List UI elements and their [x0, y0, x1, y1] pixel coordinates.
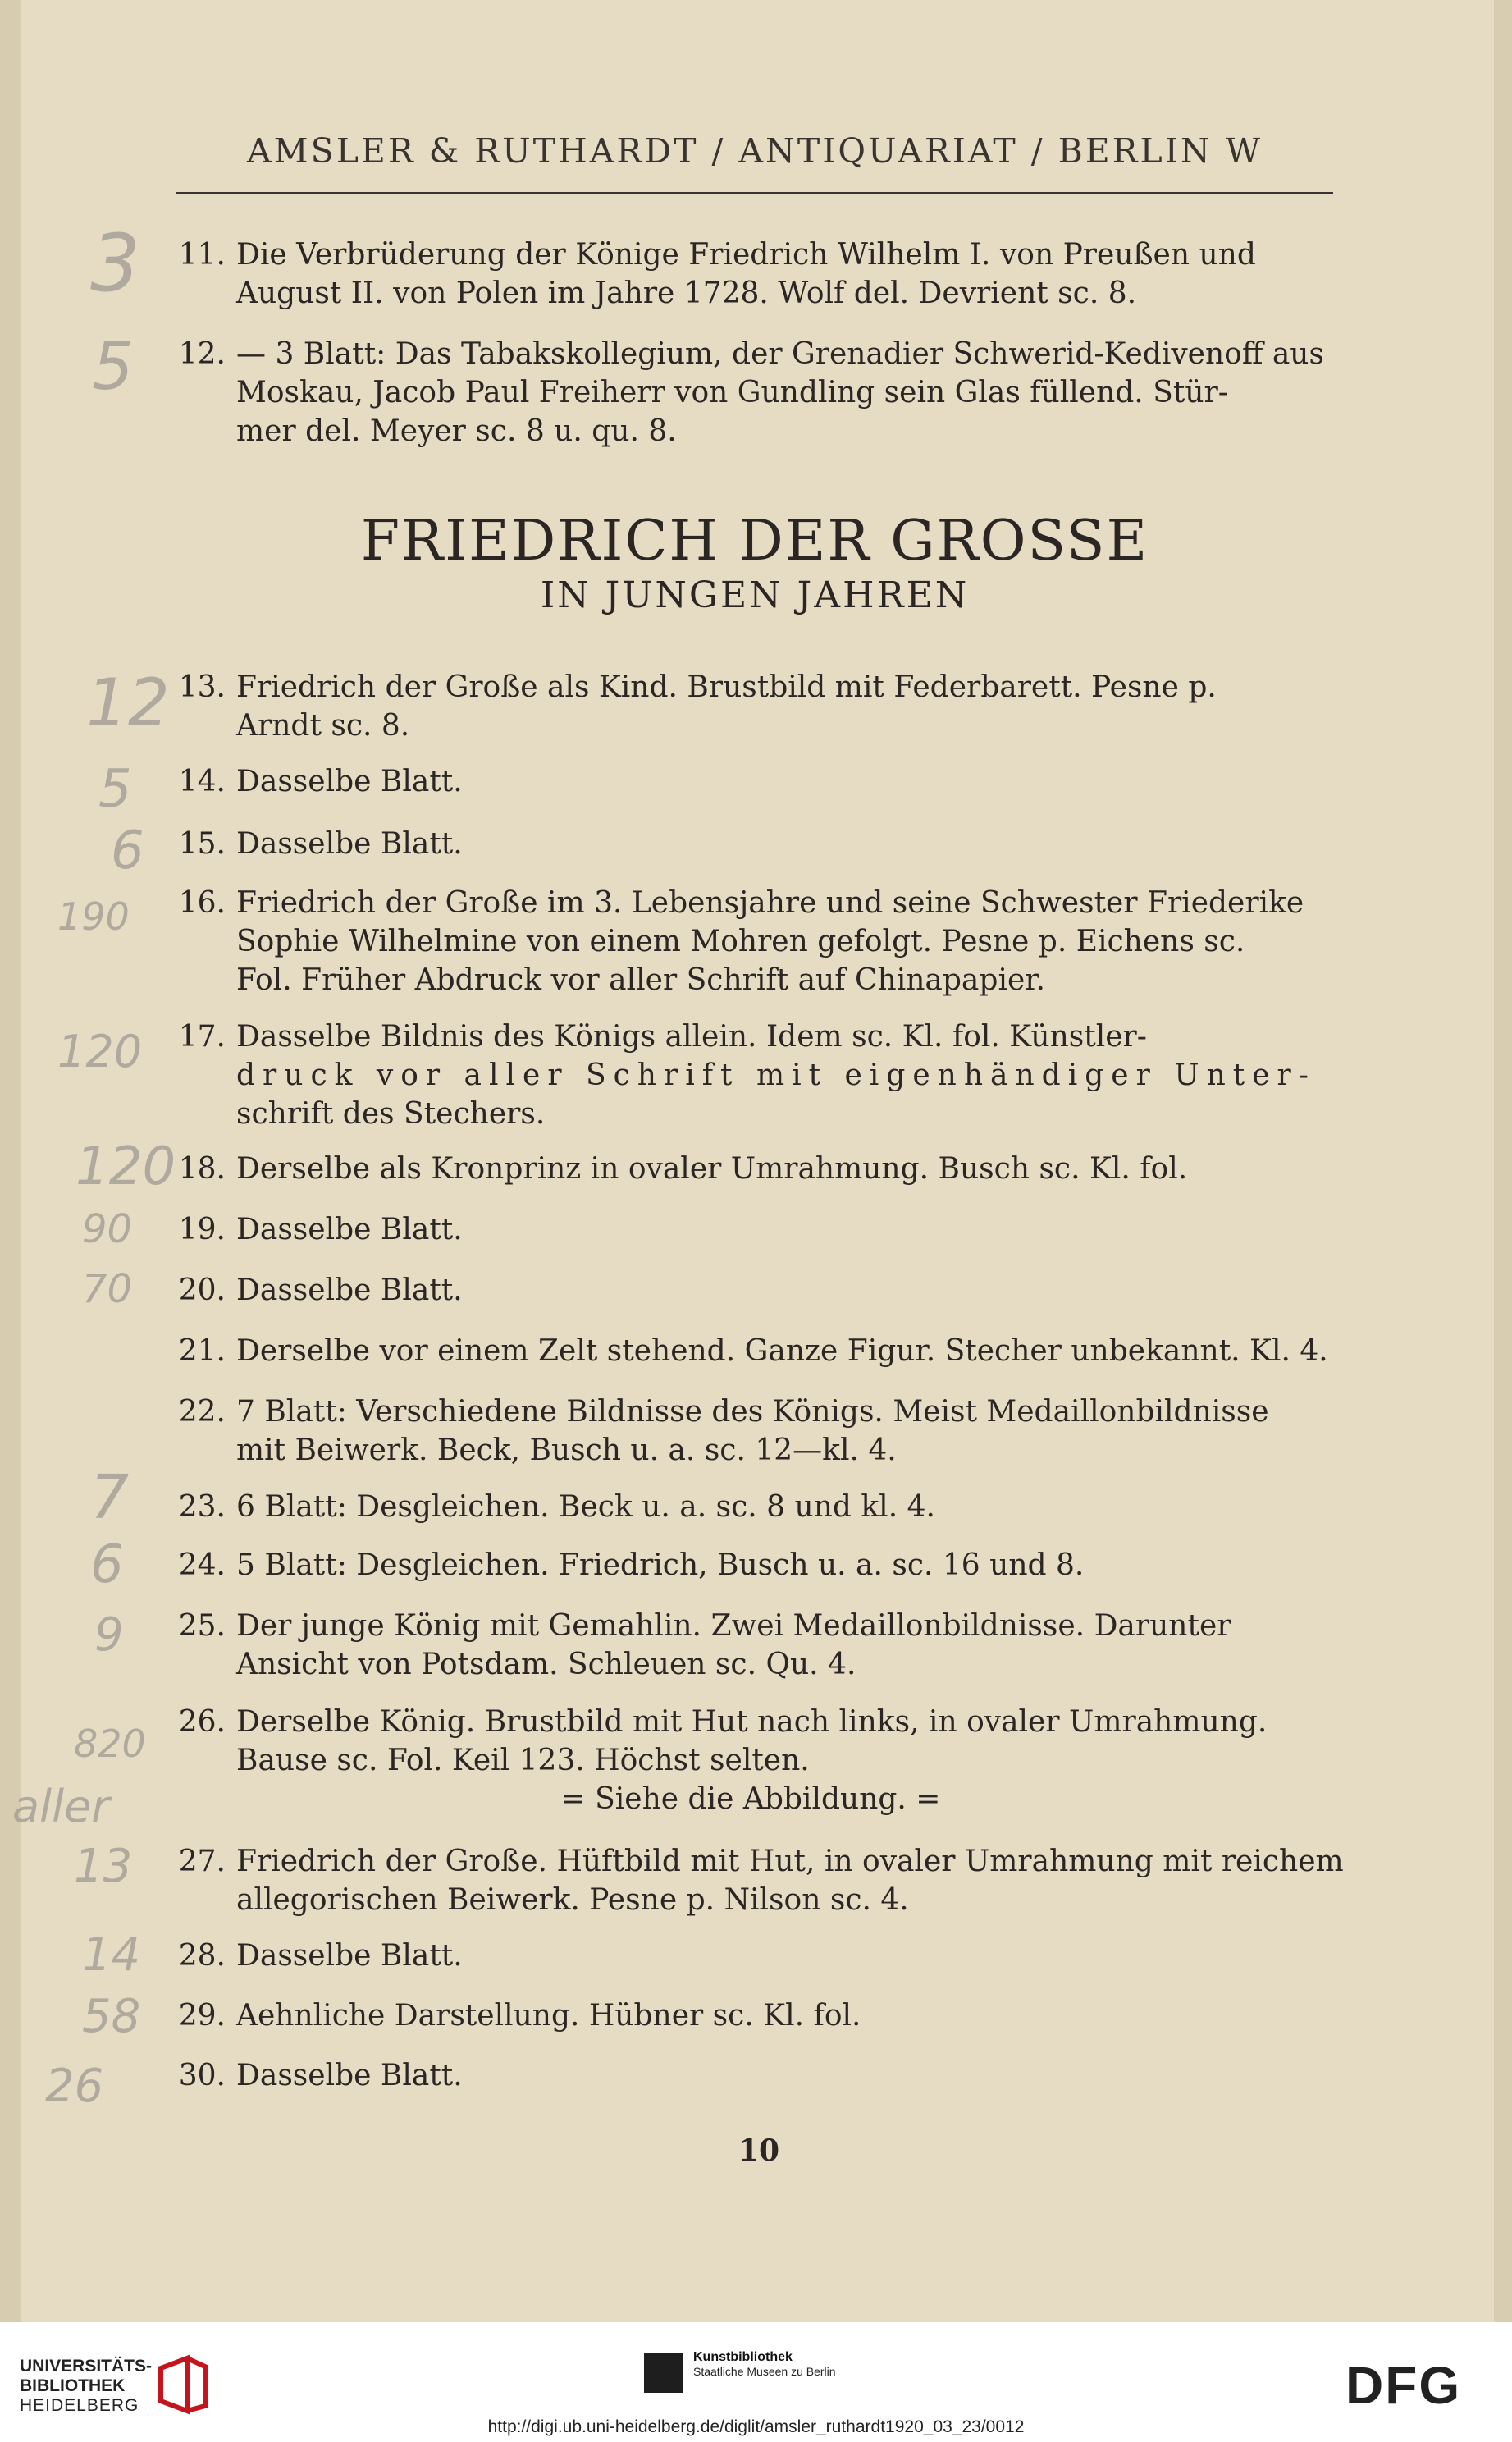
entry-text-line: Arndt sc. 8. [236, 709, 410, 743]
entry-text-line: Derselbe vor einem Zelt stehend. Ganze Figur. Stecher unbekannt. Kl. 4. [236, 1334, 1328, 1368]
kb-subtitle: Staatliche Museen zu Berlin [693, 2365, 836, 2378]
entry-number: 13. [178, 670, 226, 704]
margin-note: 90 [82, 1206, 133, 1252]
entry-number: 18. [178, 1152, 226, 1186]
margin-note: 9 [94, 1608, 124, 1662]
permalink-url[interactable]: http://digi.ub.uni-heidelberg.de/diglit/amsler_ruthardt1920_03_23/0012 [487, 2417, 1025, 2436]
entry-text-line: Friedrich der Große im 3. Lebensjahre und seine Schwester Friederike [236, 886, 1304, 920]
entry-text-line: Dasselbe Blatt. [236, 765, 463, 798]
entry-number: 20. [178, 1274, 226, 1307]
figure-reference: = Siehe die Abbildung. = [560, 1782, 941, 1816]
margin-note: 26 [45, 2060, 104, 2113]
entry-number: 29. [178, 1999, 226, 2033]
page-edge-right [1494, 0, 1512, 2322]
dfg-logo[interactable]: DFG [1345, 2356, 1462, 2415]
entry-text-line: mer del. Meyer sc. 8 u. qu. 8. [236, 414, 677, 448]
entry-text-line: Sophie Wilhelmine von einem Mohren gefolgt. Pesne p. Eichens sc. [236, 925, 1245, 958]
margin-note: 58 [82, 1990, 141, 2043]
entry-text-line: Moskau, Jacob Paul Freiherr von Gundling sein Glas füllend. Stür- [236, 376, 1228, 409]
margin-note: aller [12, 1781, 110, 1832]
entry-number: 24. [178, 1548, 226, 1582]
margin-note: 5 [92, 328, 134, 405]
margin-note: 820 [74, 1722, 146, 1766]
entry-number: 12. [178, 337, 226, 371]
header-rule [176, 192, 1333, 194]
ub-heidelberg-logo[interactable] [20, 2357, 152, 2416]
entry-text-line: druck vor aller Schrift mit eigenhändiger Unter- [236, 1059, 1316, 1092]
ub-logo-line: BIBLIOTHEK [20, 2376, 126, 2395]
margin-note: 12 [86, 665, 170, 741]
entry-text-line: 6 Blatt: Desgleichen. Beck u. a. sc. 8 und kl. 4. [236, 1490, 935, 1524]
margin-note: 6 [111, 821, 144, 881]
margin-note: 3 [90, 217, 141, 309]
entry-number: 14. [178, 765, 226, 798]
entry-text-line: Dasselbe Blatt. [236, 1213, 463, 1246]
ub-logo-line: HEIDELBERG [20, 2396, 139, 2415]
page-number: 10 [738, 2133, 780, 2168]
viewer-footer [0, 2322, 1512, 2442]
entry-text-line: Dasselbe Blatt. [236, 1939, 463, 1973]
entry-text-line: 7 Blatt: Verschiedene Bildnisse des Königs. Meist Medaillonbildnisse [236, 1395, 1269, 1429]
entry-number: 17. [178, 1020, 226, 1054]
entry-text-line: Bause sc. Fol. Keil 123. Höchst selten. [236, 1744, 810, 1777]
entry-text-line: schrift des Stechers. [236, 1097, 546, 1131]
entry-text-line: Ansicht von Potsdam. Schleuen sc. Qu. 4. [236, 1648, 856, 1681]
entry-number: 19. [178, 1213, 226, 1246]
entry-text-line: allegorischen Beiwerk. Pesne p. Nilson sc. 4. [236, 1883, 909, 1917]
entry-number: 28. [178, 1939, 226, 1973]
entry-number: 15. [178, 827, 226, 861]
entry-text-line: Derselbe König. Brustbild mit Hut nach links, in ovaler Umrahmung. [236, 1705, 1268, 1739]
entry-text-line: Dasselbe Bildnis des Königs allein. Idem sc. Kl. fol. Künstler- [236, 1020, 1147, 1054]
ub-heidelberg-emblem-icon [154, 2352, 212, 2417]
margin-note: 190 [57, 894, 130, 939]
entry-text-line: August II. von Polen im Jahre 1728. Wolf del. Devrient sc. 8. [236, 277, 1137, 310]
entry-number: 16. [178, 886, 226, 920]
entry-number: 22. [178, 1395, 226, 1429]
entry-number: 26. [178, 1705, 226, 1739]
entry-number: 25. [178, 1609, 226, 1643]
entry-text-line: Die Verbrüderung der Könige Friedrich Wilhelm I. von Preußen und [236, 238, 1256, 272]
entry-text-line: Fol. Früher Abdruck vor aller Schrift auf Chinapapier. [236, 963, 1045, 997]
entry-text-line: Der junge König mit Gemahlin. Zwei Medaillonbildnisse. Darunter [236, 1609, 1231, 1643]
margin-note: 5 [98, 759, 132, 820]
entry-text-line: Dasselbe Blatt. [236, 2059, 463, 2092]
page-edge-left [0, 0, 21, 2322]
margin-note: 120 [57, 1026, 143, 1077]
running-header: AMSLER & RUTHARDT / ANTIQUARIAT / BERLIN W [247, 131, 1263, 171]
section-subtitle: IN JUNGEN JAHREN [540, 574, 970, 616]
ub-logo-line: UNIVERSITÄTS- [20, 2357, 153, 2376]
entry-number: 21. [178, 1334, 226, 1368]
entry-text-line: Friedrich der Große. Hüftbild mit Hut, in ovaler Umrahmung mit reichem [236, 1845, 1344, 1878]
kb-name: Kunstbibliothek [693, 2350, 793, 2364]
margin-note: 6 [90, 1534, 124, 1595]
margin-note: 120 [75, 1136, 176, 1197]
entry-text-line: Dasselbe Blatt. [236, 827, 463, 861]
entry-text-line: Aehnliche Darstellung. Hübner sc. Kl. fol. [236, 1999, 861, 2033]
entry-text-line: mit Beiwerk. Beck, Busch u. a. sc. 12—kl. 4. [236, 1434, 897, 1467]
entry-text-line: 5 Blatt: Desgleichen. Friedrich, Busch u. a. sc. 16 und 8. [236, 1548, 1085, 1582]
entry-number: 11. [178, 238, 226, 272]
margin-note: 13 [74, 1840, 133, 1893]
entry-number: 27. [178, 1845, 226, 1878]
entry-text-line: Dasselbe Blatt. [236, 1274, 463, 1307]
margin-note: 70 [82, 1266, 133, 1312]
entry-number: 30. [178, 2059, 226, 2092]
margin-note: 14 [82, 1928, 141, 1982]
entry-text-line: Friedrich der Große als Kind. Brustbild mit Federbarett. Pesne p. [236, 670, 1217, 704]
section-title: FRIEDRICH DER GROSSE [360, 509, 1149, 574]
entry-number: 23. [178, 1490, 226, 1524]
entry-text-line: — 3 Blatt: Das Tabakskollegium, der Grenadier Schwerid-Kedivenoff aus [236, 337, 1324, 371]
entry-text-line: Derselbe als Kronprinz in ovaler Umrahmung. Busch sc. Kl. fol. [236, 1152, 1188, 1186]
kunstbibliothek-emblem-icon [644, 2353, 683, 2393]
margin-note: 7 [90, 1462, 130, 1533]
